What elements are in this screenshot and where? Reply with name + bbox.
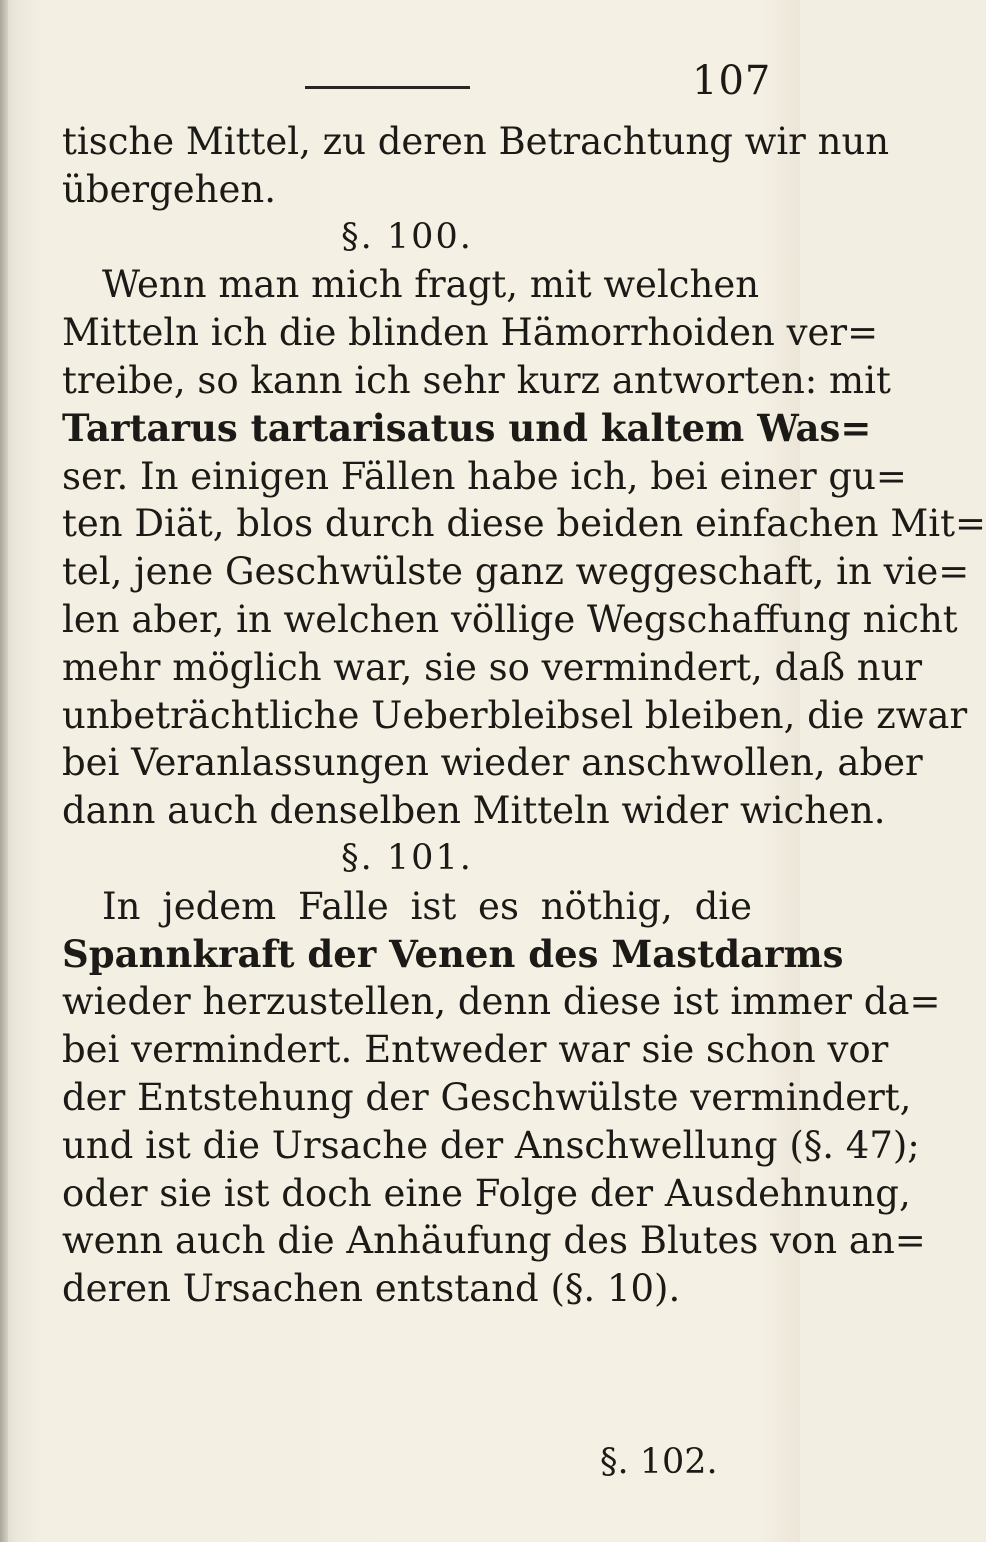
text-line: ten Diät, blos durch diese beiden einfachen Mit= [62, 502, 986, 546]
binding-shadow [0, 0, 8, 1542]
text-line: Wenn man mich fragt, mit welchen [102, 263, 760, 307]
text-line: der Entstehung der Geschwülste vermindert, [62, 1075, 912, 1119]
text-line: tische Mittel, zu deren Betrachtung wir nun [62, 120, 890, 163]
text-line: Mitteln ich die blinden Hämorrhoiden ver= [62, 311, 879, 355]
text-line: bei Veranlassungen wieder anschwollen, aber [62, 741, 923, 785]
text-line: dann auch denselben Mitteln wider wichen. [62, 789, 886, 833]
text-line: tel, jene Geschwülste ganz weggeschaft, in vie= [62, 550, 970, 594]
text-line: ser. In einigen Fällen habe ich, bei einer gu= [62, 454, 907, 498]
next-section-catchword: §. 102. [600, 1442, 718, 1482]
section-heading-100: §. 100. [341, 216, 473, 257]
text-line: wieder herzustellen, denn diese ist immer da= [62, 980, 941, 1024]
section-heading-101: §. 101. [341, 837, 473, 878]
text-line: len aber, in welchen völlige Wegschaffung nicht [62, 597, 958, 641]
text-line: oder sie ist doch eine Folge der Ausdehnung, [62, 1171, 911, 1215]
body-text [62, 118, 986, 1313]
text-line: bei vermindert. Entweder war sie schon vor [62, 1028, 889, 1072]
header-rule [305, 86, 470, 89]
text-line: unbeträchtliche Ueberbleibsel bleiben, die zwar [62, 693, 968, 737]
text-line: und ist die Ursache der Anschwellung (§. 47); [62, 1123, 920, 1167]
text-line: wenn auch die Anhäufung des Blutes von an= [62, 1219, 926, 1263]
page-number: 107 [692, 58, 772, 104]
text-line: Tartarus tartarisatus und kaltem Was= [62, 405, 872, 450]
text-line: übergehen. [62, 167, 276, 211]
text-line: In jedem Falle ist es nöthig, die [102, 884, 752, 928]
text-line: mehr möglich war, sie so vermindert, daß nur [62, 645, 923, 689]
text-line: Spannkraft der Venen des Mastdarms [62, 931, 844, 976]
text-line: treibe, so kann ich sehr kurz antworten: mit [62, 358, 891, 402]
text-line: deren Ursachen entstand (§. 10). [62, 1267, 681, 1311]
